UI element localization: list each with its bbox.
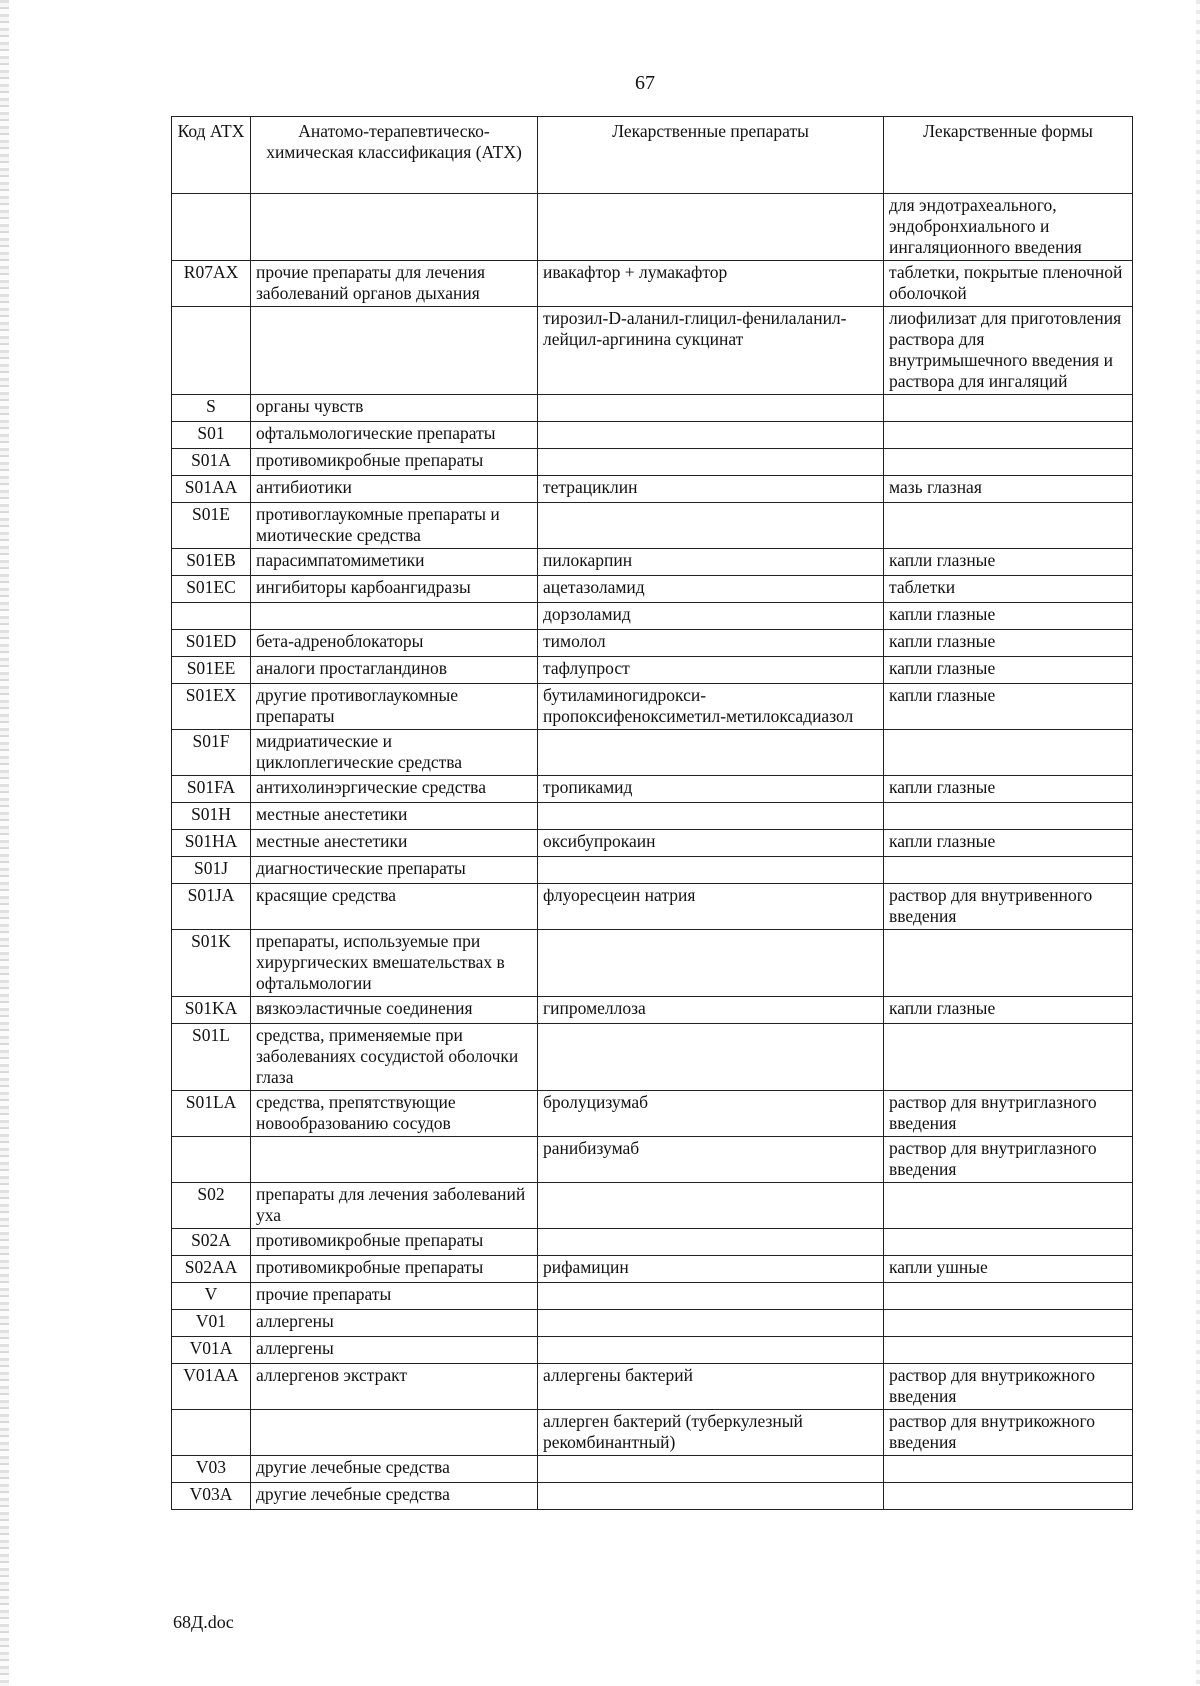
atc-table — [171, 116, 1133, 1510]
cell-code: V03 — [172, 1456, 251, 1483]
table-row — [172, 1456, 1133, 1483]
cell-drug: дорзоламид — [538, 603, 884, 630]
cell-classification: другие лечебные средства — [251, 1483, 538, 1510]
table-row — [172, 307, 1133, 395]
cell-drug: бутиламиногидрокси-пропоксифеноксиметил-метилоксадиазол — [538, 684, 884, 730]
cell-drug: ранибизумаб — [538, 1137, 884, 1183]
cell-classification: аналоги простагландинов — [251, 657, 538, 684]
cell-code: V01A — [172, 1337, 251, 1364]
cell-form: капли глазные — [884, 684, 1133, 730]
cell-form — [884, 1456, 1133, 1483]
table-row — [172, 830, 1133, 857]
cell-code: S01EC — [172, 576, 251, 603]
table-row — [172, 603, 1133, 630]
atc-table-header — [172, 117, 1133, 194]
cell-classification: местные анестетики — [251, 830, 538, 857]
cell-drug: гипромеллоза — [538, 997, 884, 1024]
cell-form — [884, 422, 1133, 449]
cell-form — [884, 1483, 1133, 1510]
cell-code: S02AA — [172, 1256, 251, 1283]
cell-drug — [538, 1183, 884, 1229]
cell-code: S01LA — [172, 1091, 251, 1137]
cell-drug — [538, 1483, 884, 1510]
cell-drug — [538, 1310, 884, 1337]
table-row — [172, 449, 1133, 476]
cell-drug — [538, 1337, 884, 1364]
cell-form — [884, 930, 1133, 997]
cell-drug: тетрациклин — [538, 476, 884, 503]
cell-form — [884, 730, 1133, 776]
table-row — [172, 630, 1133, 657]
cell-code: S — [172, 395, 251, 422]
cell-code: S01K — [172, 930, 251, 997]
cell-form — [884, 803, 1133, 830]
cell-form: капли глазные — [884, 997, 1133, 1024]
cell-form: таблетки, покрытые пленочной оболочкой — [884, 261, 1133, 307]
cell-classification: диагностические препараты — [251, 857, 538, 884]
cell-drug — [538, 1229, 884, 1256]
cell-code: R07AX — [172, 261, 251, 307]
cell-form — [884, 857, 1133, 884]
cell-form: раствор для внутрикожного введения — [884, 1364, 1133, 1410]
cell-classification: противомикробные препараты — [251, 1229, 538, 1256]
table-row — [172, 476, 1133, 503]
cell-classification — [251, 1137, 538, 1183]
cell-drug — [538, 449, 884, 476]
cell-classification: органы чувств — [251, 395, 538, 422]
cell-code: S02 — [172, 1183, 251, 1229]
cell-code — [172, 307, 251, 395]
cell-drug — [538, 503, 884, 549]
cell-code: S01KA — [172, 997, 251, 1024]
atc-table-body — [172, 194, 1133, 1510]
footer-file-name: 68Д.doc — [173, 1612, 234, 1632]
cell-code: S01H — [172, 803, 251, 830]
cell-code: S01E — [172, 503, 251, 549]
cell-drug — [538, 1283, 884, 1310]
table-row — [172, 1337, 1133, 1364]
cell-code: S01FA — [172, 776, 251, 803]
cell-drug — [538, 803, 884, 830]
cell-drug: бролуцизумаб — [538, 1091, 884, 1137]
table-row — [172, 1410, 1133, 1456]
cell-code: V03A — [172, 1483, 251, 1510]
table-row — [172, 1183, 1133, 1229]
cell-form: капли глазные — [884, 657, 1133, 684]
cell-classification: антихолинэргические средства — [251, 776, 538, 803]
cell-drug: тропикамид — [538, 776, 884, 803]
cell-classification: противомикробные препараты — [251, 1256, 538, 1283]
cell-classification: препараты для лечения заболеваний уха — [251, 1183, 538, 1229]
cell-code: V — [172, 1283, 251, 1310]
cell-drug: оксибупрокаин — [538, 830, 884, 857]
table-row — [172, 930, 1133, 997]
cell-code: S01JA — [172, 884, 251, 930]
cell-classification: антибиотики — [251, 476, 538, 503]
cell-code: S01 — [172, 422, 251, 449]
cell-drug: ивакафтор + лумакафтор — [538, 261, 884, 307]
cell-drug — [538, 1456, 884, 1483]
cell-code: S01EX — [172, 684, 251, 730]
cell-drug — [538, 422, 884, 449]
cell-form: капли ушные — [884, 1256, 1133, 1283]
cell-code: V01 — [172, 1310, 251, 1337]
table-row — [172, 776, 1133, 803]
cell-form: раствор для внутриглазного введения — [884, 1091, 1133, 1137]
cell-classification: противоглаукомные препараты и миотические средства — [251, 503, 538, 549]
cell-drug — [538, 395, 884, 422]
cell-drug: тирозил-D-аланил-глицил-фенилаланил-лейцил-аргинина сукцинат — [538, 307, 884, 395]
cell-classification: средства, препятствующие новообразованию сосудов — [251, 1091, 538, 1137]
cell-classification: красящие средства — [251, 884, 538, 930]
table-row — [172, 1364, 1133, 1410]
cell-code: S01A — [172, 449, 251, 476]
cell-code: S02A — [172, 1229, 251, 1256]
cell-code: V01AA — [172, 1364, 251, 1410]
cell-code: S01HA — [172, 830, 251, 857]
cell-code — [172, 603, 251, 630]
cell-classification — [251, 307, 538, 395]
table-row — [172, 1024, 1133, 1091]
table-row — [172, 803, 1133, 830]
header-forms: Лекарственные формы — [884, 117, 1133, 194]
cell-drug — [538, 930, 884, 997]
cell-classification: препараты, используемые при хирургических вмешательствах в офтальмологии — [251, 930, 538, 997]
cell-form: капли глазные — [884, 549, 1133, 576]
cell-form: раствор для внутрикожного введения — [884, 1410, 1133, 1456]
cell-drug: аллерген бактерий (туберкулезный рекомбинантный) — [538, 1410, 884, 1456]
cell-code — [172, 1410, 251, 1456]
cell-form — [884, 1337, 1133, 1364]
cell-classification: офтальмологические препараты — [251, 422, 538, 449]
cell-form: капли глазные — [884, 630, 1133, 657]
cell-drug: тафлупрост — [538, 657, 884, 684]
cell-form — [884, 503, 1133, 549]
cell-classification: вязкоэластичные соединения — [251, 997, 538, 1024]
cell-classification: аллергенов экстракт — [251, 1364, 538, 1410]
table-row — [172, 857, 1133, 884]
table-row — [172, 684, 1133, 730]
cell-classification: прочие препараты для лечения заболеваний органов дыхания — [251, 261, 538, 307]
cell-drug — [538, 1024, 884, 1091]
cell-classification: ингибиторы карбоангидразы — [251, 576, 538, 603]
cell-drug — [538, 730, 884, 776]
cell-form — [884, 449, 1133, 476]
cell-code — [172, 194, 251, 261]
cell-code: S01EB — [172, 549, 251, 576]
cell-form — [884, 395, 1133, 422]
cell-drug: пилокарпин — [538, 549, 884, 576]
table-row — [172, 194, 1133, 261]
cell-form: таблетки — [884, 576, 1133, 603]
table-row — [172, 395, 1133, 422]
table-row — [172, 1256, 1133, 1283]
cell-drug: аллергены бактерий — [538, 1364, 884, 1410]
table-row — [172, 576, 1133, 603]
table-row — [172, 657, 1133, 684]
cell-code: S01ED — [172, 630, 251, 657]
cell-form: раствор для внутривенного введения — [884, 884, 1133, 930]
cell-drug — [538, 194, 884, 261]
scan-left-edge — [0, 0, 9, 1686]
cell-classification: аллергены — [251, 1310, 538, 1337]
cell-form: капли глазные — [884, 830, 1133, 857]
table-row — [172, 422, 1133, 449]
cell-form: капли глазные — [884, 603, 1133, 630]
cell-classification: местные анестетики — [251, 803, 538, 830]
table-row — [172, 549, 1133, 576]
header-classification: Анатомо-терапевтическо-химическая классификация (АТХ) — [251, 117, 538, 194]
cell-classification: средства, применяемые при заболеваниях сосудистой оболочки глаза — [251, 1024, 538, 1091]
cell-code: S01EE — [172, 657, 251, 684]
cell-classification — [251, 1410, 538, 1456]
table-row — [172, 1283, 1133, 1310]
cell-form: лиофилизат для приготовления раствора для внутримышечного введения и раствора для ингаляций — [884, 307, 1133, 395]
header-code: Код АТХ — [172, 117, 251, 194]
page-number: 67 — [635, 72, 655, 94]
cell-code — [172, 1137, 251, 1183]
table-row — [172, 1310, 1133, 1337]
cell-code: S01L — [172, 1024, 251, 1091]
cell-drug: тимолол — [538, 630, 884, 657]
cell-classification: парасимпатомиметики — [251, 549, 538, 576]
cell-form: раствор для внутриглазного введения — [884, 1137, 1133, 1183]
cell-code: S01F — [172, 730, 251, 776]
table-row — [172, 1229, 1133, 1256]
cell-classification: бета-адреноблокаторы — [251, 630, 538, 657]
table-row — [172, 997, 1133, 1024]
cell-form: мазь глазная — [884, 476, 1133, 503]
cell-classification: аллергены — [251, 1337, 538, 1364]
cell-form — [884, 1310, 1133, 1337]
table-row — [172, 1091, 1133, 1137]
cell-form: для эндотрахеального, эндобронхиального и ингаляционного введения — [884, 194, 1133, 261]
cell-form: капли глазные — [884, 776, 1133, 803]
table-row — [172, 884, 1133, 930]
cell-classification: прочие препараты — [251, 1283, 538, 1310]
cell-drug: флуоресцеин натрия — [538, 884, 884, 930]
scan-right-edge — [1196, 0, 1200, 1686]
table-row — [172, 730, 1133, 776]
table-row — [172, 503, 1133, 549]
cell-classification: противомикробные препараты — [251, 449, 538, 476]
cell-code: S01AA — [172, 476, 251, 503]
cell-classification — [251, 603, 538, 630]
cell-code: S01J — [172, 857, 251, 884]
cell-drug — [538, 857, 884, 884]
cell-form — [884, 1024, 1133, 1091]
table-row — [172, 1483, 1133, 1510]
table-row — [172, 1137, 1133, 1183]
cell-form — [884, 1283, 1133, 1310]
cell-classification: мидриатические и циклоплегические средства — [251, 730, 538, 776]
cell-classification: другие лечебные средства — [251, 1456, 538, 1483]
cell-classification: другие противоглаукомные препараты — [251, 684, 538, 730]
header-drugs: Лекарственные препараты — [538, 117, 884, 194]
cell-drug: рифамицин — [538, 1256, 884, 1283]
cell-form — [884, 1183, 1133, 1229]
cell-classification — [251, 194, 538, 261]
cell-form — [884, 1229, 1133, 1256]
table-row — [172, 261, 1133, 307]
cell-drug: ацетазоламид — [538, 576, 884, 603]
